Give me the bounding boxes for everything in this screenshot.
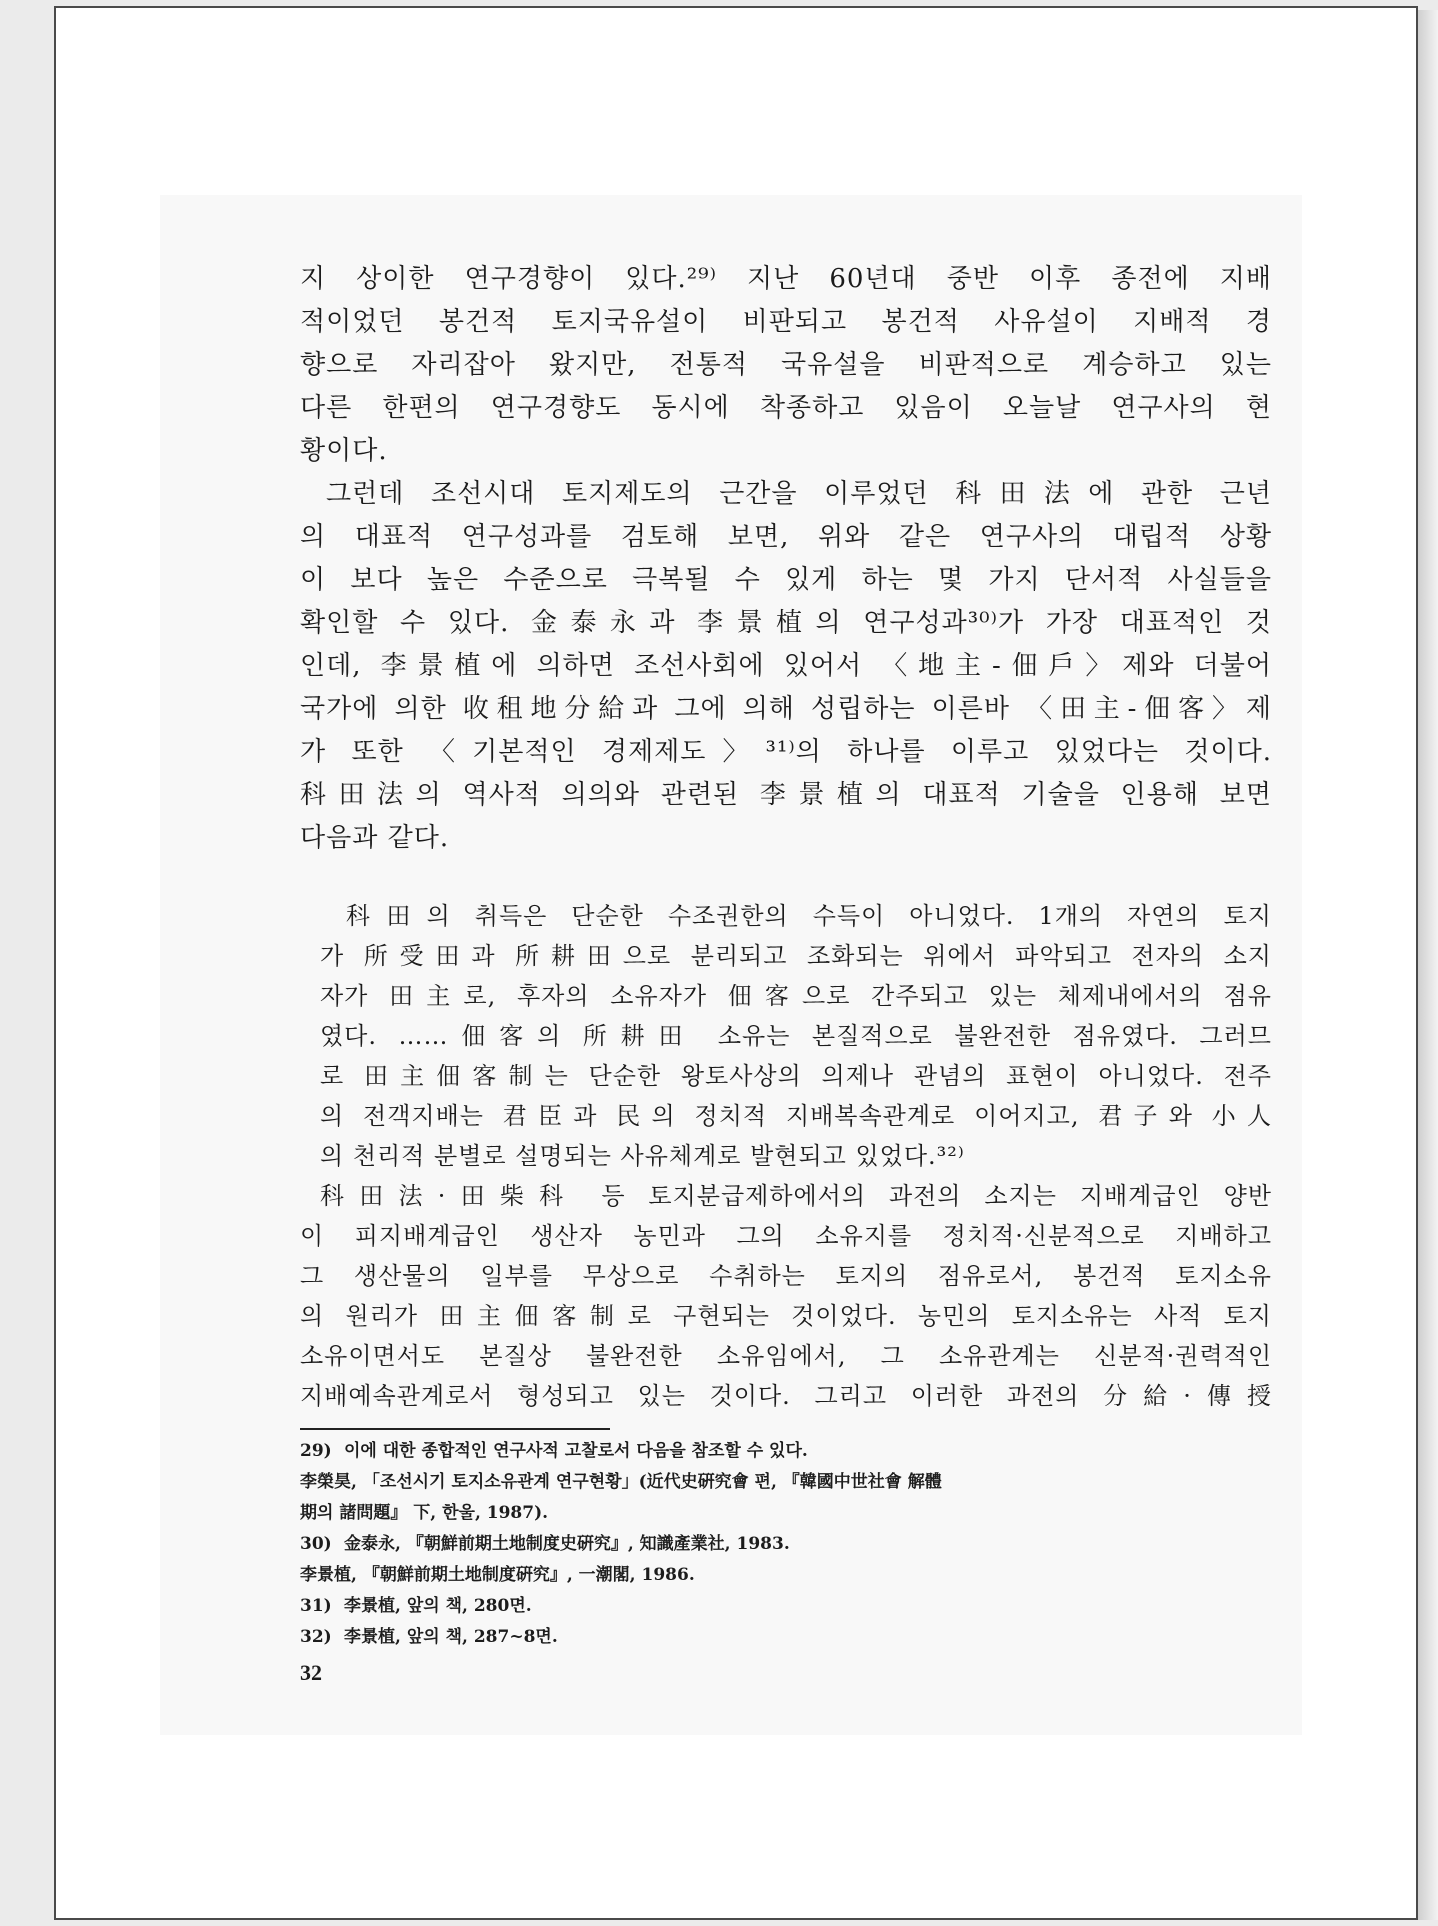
page-edge-shadow	[1418, 10, 1438, 1920]
footnote-divider	[300, 1428, 610, 1430]
footnote-text: 金泰永, 『朝鮮前期土地制度史硏究』, 知識產業社, 1983.	[344, 1534, 790, 1554]
paragraph-2	[300, 473, 1272, 860]
text-line: 가 또한 〈기본적인 경제제도〉³¹⁾의 하나를 이루고 있었다는 것이다.	[300, 737, 1272, 767]
footnote-text: 李景植, 앞의 책, 287~8면.	[344, 1627, 558, 1647]
quote-line: 의 천리적 분별로 설명되는 사유체계로 발현되고 있었다.³²⁾	[320, 1142, 965, 1170]
paragraph-1	[300, 258, 1272, 473]
footnote-text: 李景植, 앞의 책, 280면.	[344, 1596, 532, 1616]
footnote-32	[300, 1622, 1272, 1653]
text-line: 科田法의 역사적 의의와 관련된 李景植의 대표적 기술을 인용해 보면	[300, 780, 1272, 810]
page-content	[300, 258, 1272, 1653]
quote-line: 科田法·田柴科 등 토지분급제하에서의 과전의 소지는 지배계급인 양반	[320, 1182, 1272, 1210]
text-line: 다음과 같다.	[300, 823, 450, 853]
quote-line: 의 전객지배는 君臣과 民의 정치적 지배복속관계로 이어지고, 君子와 小人	[320, 1102, 1272, 1130]
text-line: 확인할 수 있다. 金泰永과 李景植의 연구성과³⁰⁾가 가장 대표적인 것	[300, 608, 1272, 638]
quote-line: 자가 田主로, 후자의 소유자가 佃客으로 간주되고 있는 체제내에서의 점유	[320, 982, 1272, 1010]
quote-line: 지배예속관계로서 형성되고 있는 것이다. 그리고 이러한 과전의 分給·傳授	[300, 1382, 1272, 1410]
quote-line: 로 田主佃客制는 단순한 왕토사상의 의제나 관념의 표현이 아니었다. 전주	[320, 1062, 1272, 1090]
footnote-number: 29)	[300, 1441, 332, 1461]
footnote-number: 32)	[300, 1627, 332, 1647]
text-line: 이 보다 높은 수준으로 극복될 수 있게 하는 몇 가지 단서적 사실들을	[300, 565, 1272, 595]
block-quote-1	[300, 896, 1272, 1176]
text-line: 국가에 의한 收租地分給과 그에 의해 성립하는 이른바 〈田主-佃客〉제	[300, 694, 1272, 724]
footnote-number: 31)	[300, 1596, 332, 1616]
text-line: 다른 한편의 연구경향도 동시에 착종하고 있음이 오늘날 연구사의 현	[300, 393, 1272, 423]
footnote-text: 이에 대한 종합적인 연구사적 고찰로서 다음을 참조할 수 있다.	[344, 1441, 808, 1461]
footnote-30-cont: 李景植, 『朝鮮前期土地制度硏究』, 一潮閣, 1986.	[300, 1565, 695, 1585]
quote-line: 의 원리가 田主佃客制로 구현되는 것이었다. 농민의 토지소유는 사적 토지	[300, 1302, 1272, 1330]
text-line: 그런데 조선시대 토지제도의 근간을 이루었던 科田法에 관한 근년	[326, 479, 1272, 509]
quote-line: 그 생산물의 일부를 무상으로 수취하는 토지의 점유로서, 봉건적 토지소유	[300, 1262, 1272, 1290]
text-line: 황이다.	[300, 436, 388, 466]
quote-line: 였다. ……佃客의 所耕田 소유는 본질적으로 불완전한 점유였다. 그러므	[320, 1022, 1272, 1050]
quote-line: 이 피지배계급인 생산자 농민과 그의 소유지를 정치적·신분적으로 지배하고	[300, 1222, 1272, 1250]
quote-line: 가 所受田과 所耕田으로 분리되고 조화되는 위에서 파악되고 전자의 소지	[320, 942, 1272, 970]
footnote-29	[300, 1436, 1272, 1467]
text-line: 적이었던 봉건적 토지국유설이 비판되고 봉건적 사유설이 지배적 경	[300, 307, 1272, 337]
footnote-29-cont: 李榮昊, 「조선시기 토지소유관계 연구현황」(近代史硏究會 편, 『韓國中世社會 解體	[300, 1472, 942, 1492]
footnote-30	[300, 1529, 1272, 1560]
text-line: 인데, 李景植에 의하면 조선사회에 있어서 〈地主-佃戶〉제와 더불어	[300, 651, 1272, 681]
text-line: 향으로 자리잡아 왔지만, 전통적 국유설을 비판적으로 계승하고 있는	[300, 350, 1272, 380]
footnote-29-cont: 期의 諸問題』 下, 한울, 1987).	[300, 1503, 549, 1523]
block-quote-2	[300, 1176, 1272, 1416]
quote-line: 科田의 취득은 단순한 수조권한의 수득이 아니었다. 1개의 자연의 토지	[346, 902, 1272, 930]
page-number: 32	[300, 1660, 322, 1685]
text-line: 지 상이한 연구경향이 있다.²⁹⁾ 지난 60년대 중반 이후 종전에 지배	[300, 264, 1272, 294]
footnote-number: 30)	[300, 1534, 332, 1554]
footnotes	[300, 1436, 1272, 1653]
footnote-31	[300, 1591, 1272, 1622]
text-line: 의 대표적 연구성과를 검토해 보면, 위와 같은 연구사의 대립적 상황	[300, 522, 1272, 552]
quote-line: 소유이면서도 본질상 불완전한 소유임에서, 그 소유관계는 신분적·권력적인	[300, 1342, 1272, 1370]
